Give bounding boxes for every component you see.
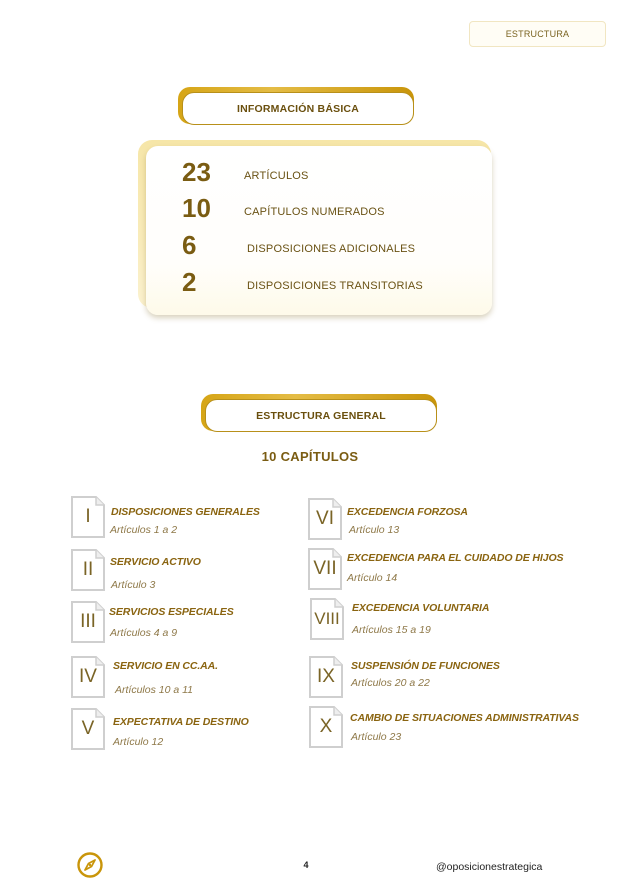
section-tag: ESTRUCTURA <box>469 21 606 47</box>
chapter-articles: Artículo 12 <box>113 736 164 748</box>
chapter-numeral: X <box>319 716 333 737</box>
chapter-numeral: VIII <box>314 609 340 628</box>
chapter-numeral: V <box>81 718 95 739</box>
chapter-articles: Artículo 3 <box>111 579 156 591</box>
chapter-title: SERVICIO EN CC.AA. <box>113 660 218 672</box>
document-icon <box>70 549 106 591</box>
stat-label: CAPÍTULOS NUMERADOS <box>244 206 385 218</box>
document-icon <box>70 496 106 538</box>
document-icon <box>70 656 106 698</box>
stat-value: 10 <box>182 193 211 223</box>
chapter-title: EXCEDENCIA FORZOSA <box>347 506 468 518</box>
chapter-articles: Artículo 23 <box>351 731 402 743</box>
chapter-title: EXCEDENCIA VOLUNTARIA <box>352 602 490 614</box>
chapter-title: EXPECTATIVA DE DESTINO <box>113 716 249 728</box>
social-handle: @oposicionestrategica <box>436 861 543 873</box>
stat-value: 23 <box>182 157 211 187</box>
document-icon <box>70 601 106 643</box>
chapter-title: CAMBIO DE SITUACIONES ADMINISTRATIVAS <box>350 712 579 724</box>
chapter-numeral: II <box>82 559 94 580</box>
chapter-numeral: VI <box>316 508 334 529</box>
chapter-numeral: IX <box>317 666 335 687</box>
chapter-articles: Artículos 15 a 19 <box>352 624 431 636</box>
page-number: 4 <box>303 860 309 870</box>
chapter-title: EXCEDENCIA PARA EL CUIDADO DE HIJOS <box>347 552 564 564</box>
chapter-title: DISPOSICIONES GENERALES <box>111 506 260 518</box>
document-icon <box>70 708 106 750</box>
chapter-title: SERVICIO ACTIVO <box>110 556 201 568</box>
document-icon <box>309 598 345 640</box>
stat-label: DISPOSICIONES TRANSITORIAS <box>247 280 423 292</box>
chapters-count: 10 CAPÍTULOS <box>261 449 359 464</box>
structure-title: ESTRUCTURA GENERAL <box>205 399 437 432</box>
info-title-pill <box>178 87 414 124</box>
chapter-numeral: VII <box>313 558 337 579</box>
document-icon <box>307 498 343 540</box>
document-icon <box>308 656 344 698</box>
structure-title-pill <box>201 394 437 431</box>
chapter-numeral: IV <box>79 666 97 687</box>
chapter-title: SERVICIOS ESPECIALES <box>109 606 234 618</box>
chapter-numeral: III <box>80 611 96 632</box>
chapter-articles: Artículos 4 a 9 <box>110 627 178 639</box>
chapter-title: SUSPENSIÓN DE FUNCIONES <box>351 660 500 672</box>
stat-value: 2 <box>182 267 197 297</box>
info-title: INFORMACIÓN BÁSICA <box>182 92 414 125</box>
chapter-articles: Artículos 20 a 22 <box>351 677 430 689</box>
chapter-articles: Artículos 10 a 11 <box>115 684 194 696</box>
document-icon <box>308 706 344 748</box>
document-icon <box>307 548 343 590</box>
stat-label: DISPOSICIONES ADICIONALES <box>247 243 416 255</box>
chapter-articles: Artículo 13 <box>349 524 400 536</box>
stat-value: 6 <box>182 230 197 260</box>
chapter-numeral: I <box>85 506 91 527</box>
chapter-articles: Artículos 1 a 2 <box>110 524 178 536</box>
stat-label: ARTÍCULOS <box>244 170 309 182</box>
compass-icon <box>76 851 104 879</box>
chapter-articles: Artículo 14 <box>347 572 398 584</box>
